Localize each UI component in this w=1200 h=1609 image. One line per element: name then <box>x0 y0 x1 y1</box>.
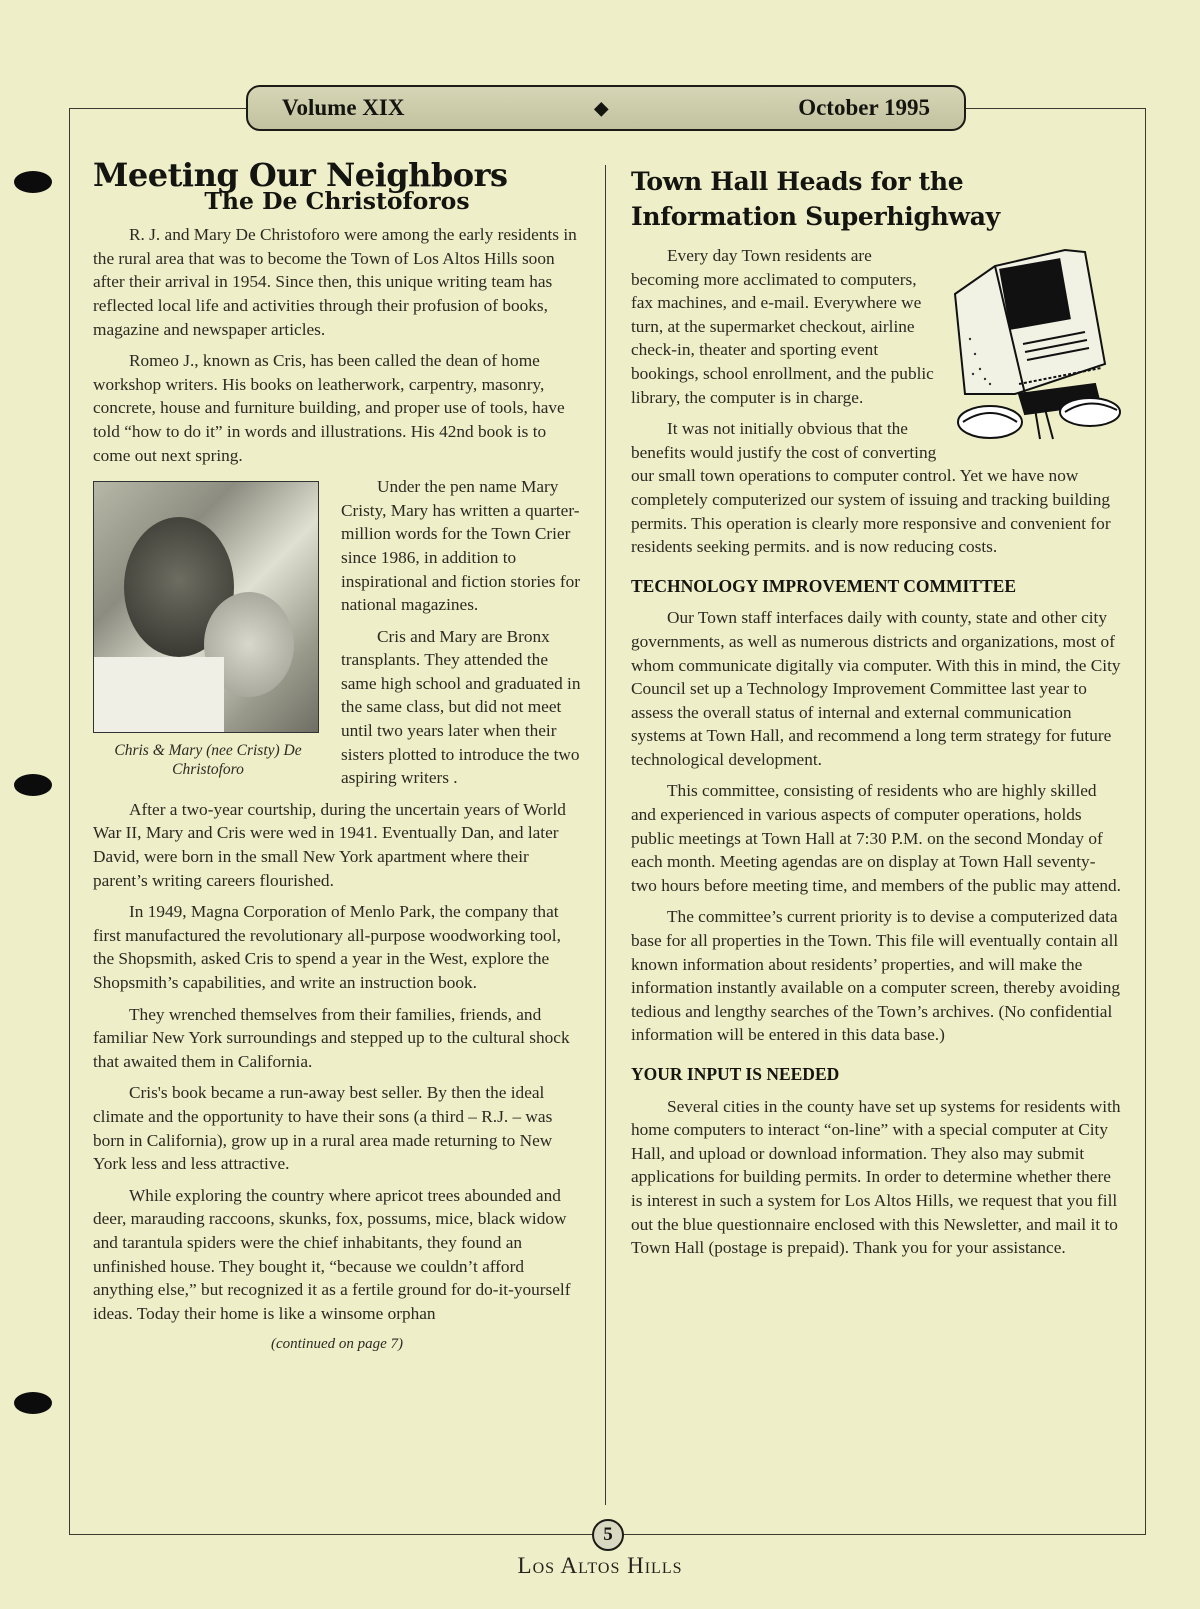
frame-rule <box>69 108 247 109</box>
volume-label: Volume XIX <box>282 95 405 120</box>
article-subtitle: The De Christoforos <box>204 186 470 215</box>
paragraph: Every day Town residents are becoming more acclimated to computers, fax machines, and e-mail. Everywhere we turn, at the supermarket checkout, airline check-in, theater and sporting event bookings, school enrollment, and the public library, the computer is in charge. <box>631 246 934 407</box>
page-number: 5 <box>592 1519 624 1551</box>
photo-caption: Chris & Mary (nee Cristy) De Christoforo <box>114 742 302 779</box>
column-divider <box>605 165 606 1505</box>
paragraph: The committee’s current priority is to devise a computerized data base for all properties in the Town. This file will eventually contain all known information about residents’ properties, and will make the information instantly available on a computer screen, thereby avoiding tedious and lengthy searches of the Town’s archives. (No confidential information will be entered in this data base.) <box>631 907 1120 1045</box>
punch-hole <box>14 774 52 796</box>
article-title: Town Hall Heads for the Information Superhighway <box>631 167 1000 231</box>
paragraph: After a two-year courtship, during the uncertain years of World War II, Mary and Cris were wed in 1941. Eventually Dan, and later David, were born in the small New York apartment where their parent’s writing careers flourished. <box>93 799 566 890</box>
paragraph: Under the pen name Mary Cristy, Mary has written a quarter-million words for the Town Crier since 1986, in addition to inspirational and fiction stories for national magazines. <box>341 477 581 615</box>
frame-rule <box>965 108 1145 109</box>
article-meeting-our-neighbors <box>93 156 581 1357</box>
section-heading: TECHNOLOGY IMPROVEMENT COMMITTEE <box>631 575 1017 596</box>
publication-name: Los Altos Hills <box>517 1553 683 1578</box>
diamond-separator-icon: ◆ <box>594 97 609 118</box>
walking-computer-icon <box>945 244 1125 444</box>
punch-hole <box>14 1392 52 1414</box>
article-town-hall-superhighway <box>631 160 1121 1268</box>
photo-figure <box>93 481 323 779</box>
paragraph: Romeo J., known as Cris, has been called the dean of home workshop writers. His books on leatherwork, carpentry, masonry, concrete, house and furniture building, and proper use of tools, have told “how to do it” in words and illustrations. His 42nd book is to come out next spring. <box>93 351 565 465</box>
paragraph: While exploring the country where apricot trees abounded and deer, marauding raccoons, skunks, fox, possums, mice, black widow and tarantula spiders were the chief inhabitants, they found an unfinished house. They bought it, “because we couldn’t afford anything else,” but recognized it as a fertile ground for do-it-yourself ideas. Today their home is like a winsome orphan <box>93 1185 571 1323</box>
issue-date: October 1995 <box>798 95 930 120</box>
paragraph: In 1949, Magna Corporation of Menlo Park, the company that first manufactured the revolutionary all-purpose woodworking tool, the Shopsmith, asked Cris to spend a year in the West, explore the Shopsmith’s capabilities, and write an instruction book. <box>93 902 561 992</box>
punch-hole <box>14 171 52 193</box>
section-heading: YOUR INPUT IS NEEDED <box>631 1064 840 1084</box>
continued-note: (continued on page 7) <box>270 1336 404 1353</box>
paragraph: It was not initially obvious that the benefits would justify the cost of converting our small town operations to computer control. Yet we have now completely computerized our system of issuing and tracking building permits. This operation is clearly more responsive and convenient for residents seeking permits. and is now reducing costs. <box>631 419 1111 557</box>
paragraph: Several cities in the county have set up systems for residents with home computers to interact “on-line” with a special computer at City Hall, and upload or download information. They also may submit applications for building permits. In order to determine whether there is interest in such a system for Los Altos Hills, we request that you fill out the blue questionnaire enclosed with this Newsletter, and mail it to Town Hall (postage is prepaid). Thank you for your assistance. <box>631 1096 1121 1258</box>
article-title: Meeting Our Neighbors <box>93 156 508 194</box>
paragraph: They wrenched themselves from their families, friends, and familiar New York surroundings and stepped up to the cultural shock that awaited them in California. <box>93 1004 570 1071</box>
paragraph: Cris and Mary are Bronx transplants. They attended the same high school and graduated in the same class, but did not meet until two years later when their sisters plotted to introduce the two aspiring writers . <box>341 626 581 788</box>
paragraph: R. J. and Mary De Christoforo were among the early residents in the rural area that was to become the Town of Los Altos Hills soon after their arrival in 1954. Since then, this unique writing team has reflected local life and activities through their profusion of books, magazine and newspaper articles. <box>93 225 577 339</box>
paragraph: Our Town staff interfaces daily with county, state and other city governments, as well as numerous districts and organizations, most of whom communicate digitally via computer. With this in mind, the City Council set up a Technology Improvement Committee last year to assess the overall status of internal and external communication systems at Town Hall, and recommend a long term strategy for future technological development. <box>631 608 1121 769</box>
paragraph: Cris's book became a run-away best seller. By then the ideal climate and the opportunity to have their sons (a third – R.J. – was born in California), grow up in a rural area made returning to New York less and less attractive. <box>93 1083 553 1174</box>
issue-banner <box>246 85 966 131</box>
couple-photo <box>93 481 319 733</box>
paragraph: This committee, consisting of residents who are highly skilled and experienced in various aspects of computer operations, holds public meetings at Town Hall at 7:30 P.M. on the second Monday of each month. Meeting agendas are on display at Town Hall seventy-two hours before meeting time, and members of the public may attend. <box>631 781 1121 895</box>
